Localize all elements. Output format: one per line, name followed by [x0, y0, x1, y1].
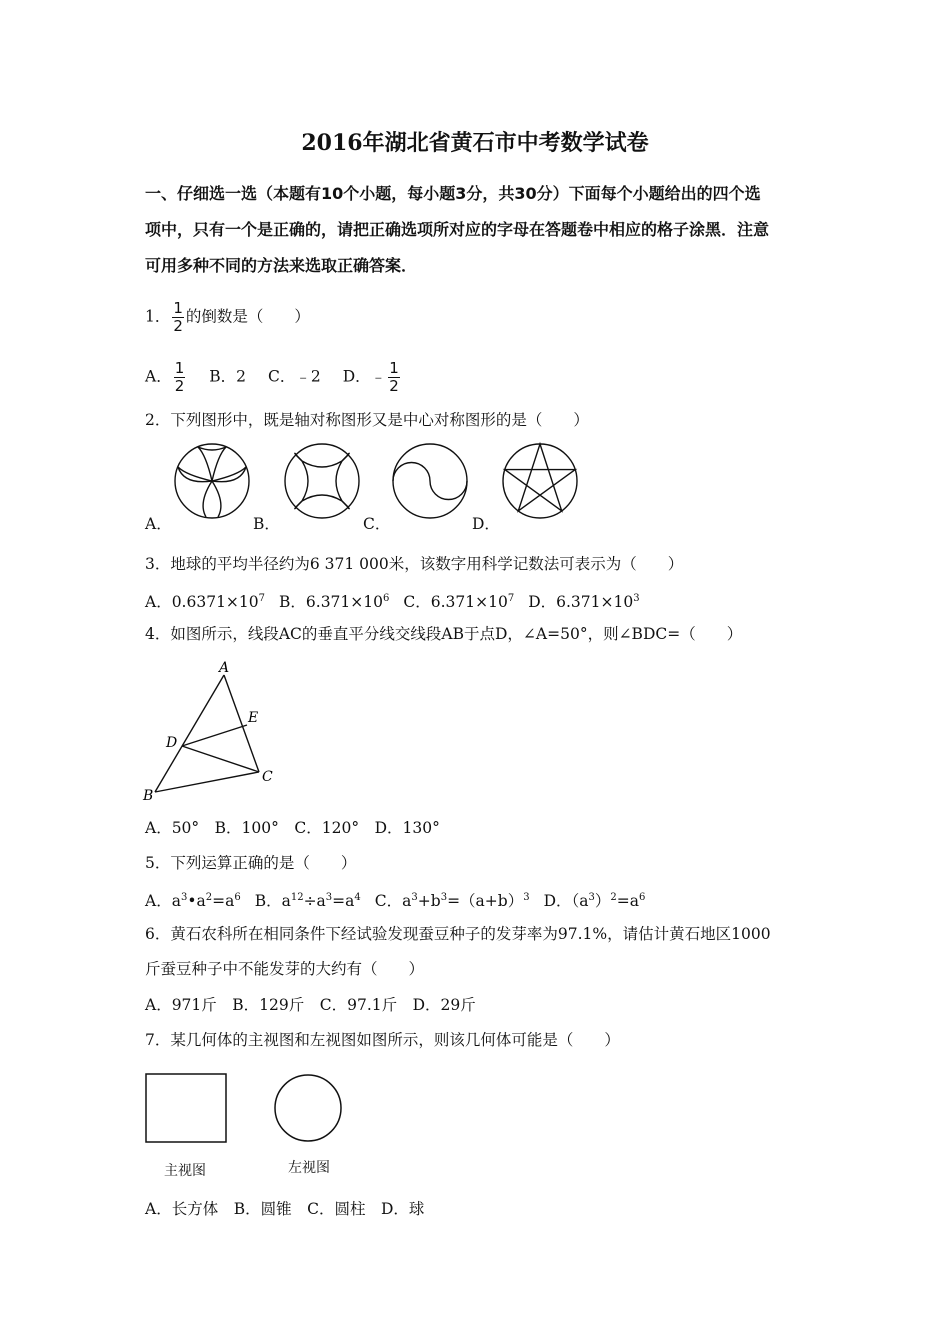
q2-figure-b — [285, 444, 359, 518]
q3-option-d: D．6.371×10 — [528, 593, 634, 612]
q3-option-d-exp: 3 — [633, 593, 640, 604]
q3-option-c: C．6.371×10 — [403, 593, 508, 612]
section-instructions-line-1: 一、仔细选一选（本题有10个小题，每小题3分，共30分）下面每个小题给出的四个选 — [145, 184, 761, 203]
question-1-stem — [145, 300, 310, 335]
q5-option-b: B．$a^{12}\div a^3=a^4$ — [254, 892, 361, 911]
q7-front-view-rectangle — [146, 1074, 226, 1142]
q2-option-c: C． — [363, 515, 391, 533]
question-7-options: A．长方体 B．圆锥 C．圆柱 D．球 — [145, 1200, 425, 1218]
q3-option-a-exp: 7 — [258, 593, 266, 604]
q4-label-a: A — [219, 660, 230, 676]
q7-left-view-caption: 左视图 — [288, 1160, 330, 1176]
q4-segment-bc — [155, 772, 259, 792]
question-2-stem: 2．下列图形中，既是轴对称图形又是中心对称图形的是（ ） — [145, 411, 589, 429]
q4-triangle-figure — [135, 655, 285, 805]
question-4-options: A．50° B．100° C．120° D．130° — [145, 819, 440, 837]
q4-label-c: C — [262, 769, 273, 785]
q3-option-b: B．6.371×10 — [279, 593, 383, 612]
q2-figure-a — [175, 444, 249, 518]
q7-left-view-circle — [275, 1075, 341, 1141]
page-title: 2016年湖北省黄石市中考数学试卷 — [301, 130, 649, 156]
q7-front-view-caption: 主视图 — [164, 1163, 206, 1179]
q1-option-a-fraction — [174, 360, 186, 395]
question-4-stem: 4．如图所示，线段AC的垂直平分线交线段AB于点D，∠A=50°，则∠BDC=（ ） — [145, 625, 743, 643]
q1-option-a-denominator: 2 — [174, 377, 185, 395]
q5-option-a: A．$a^3•a^2=a^6$ — [145, 892, 241, 911]
question-6-stem-line-1: 6．黄石农科所在相同条件下经试验发现蚕豆种子的发芽率为97.1%，请估计黄石地区1000 — [145, 925, 771, 943]
q1-option-d-denominator: 2 — [389, 377, 399, 395]
q7-views-figure — [140, 1068, 350, 1153]
q3-option-b-exp: 6 — [383, 593, 390, 604]
q1-option-d: D．﹣ — [342, 367, 387, 386]
q1-option-a-numerator: 1 — [174, 359, 185, 377]
q1-option-d-numerator: 1 — [389, 359, 399, 377]
question-6-options: A．971斤 B．129斤 C．97.1斤 D．29斤 — [145, 996, 476, 1014]
q4-label-d: D — [166, 735, 178, 751]
q1-numerator: 1 — [173, 299, 183, 317]
question-5-stem: 5．下列运算正确的是（ ） — [145, 854, 357, 872]
q1-option-b: B．2 — [209, 367, 247, 386]
q1-fraction — [172, 300, 184, 335]
q5-option-d: D．$(a^3)^2=a^6$ — [543, 892, 646, 911]
q1-option-c: C．﹣2 — [268, 367, 321, 386]
q3-option-a: A．0.6371×10 — [145, 593, 259, 612]
q4-label-e: E — [248, 710, 259, 726]
section-instructions-line-2: 项中，只有一个是正确的，请把正确选项所对应的字母在答题卷中相应的格子涂黑．注意 — [145, 220, 770, 239]
q2-option-b: B． — [253, 515, 280, 533]
question-1-options — [145, 360, 402, 395]
q4-segment-ab — [155, 675, 224, 792]
question-5-options — [145, 887, 645, 912]
q1-number: 1． — [145, 307, 171, 326]
q4-segment-de — [182, 725, 247, 746]
q4-label-b: B — [143, 788, 154, 804]
q2-option-a: A． — [145, 515, 172, 533]
q1-denominator: 2 — [173, 317, 183, 335]
q4-segment-dc — [182, 746, 259, 772]
q2-figure-d — [503, 444, 577, 518]
q5-option-c: C．$a^3+b^3=(a+b)^3$ — [374, 892, 530, 911]
q1-option-a: A． — [145, 367, 172, 386]
q3-option-c-exp: 7 — [507, 593, 515, 604]
question-3-options — [145, 588, 640, 613]
q2-figure-c — [393, 444, 467, 518]
q1-option-d-fraction — [388, 360, 400, 395]
question-7-stem: 7．某几何体的主视图和左视图如图所示，则该几何体可能是（ ） — [145, 1031, 620, 1049]
question-6-stem-line-2: 斤蚕豆种子中不能发芽的大约有（ ） — [145, 960, 425, 978]
q1-stem-text: 的倒数是（ ） — [185, 307, 310, 326]
question-3-stem: 3．地球的平均半径约为6 371 000米，该数字用科学记数法可表示为（ ） — [145, 555, 684, 573]
q2-option-d: D． — [472, 515, 500, 533]
section-instructions-line-3: 可用多种不同的方法来选取正确答案． — [145, 256, 418, 275]
